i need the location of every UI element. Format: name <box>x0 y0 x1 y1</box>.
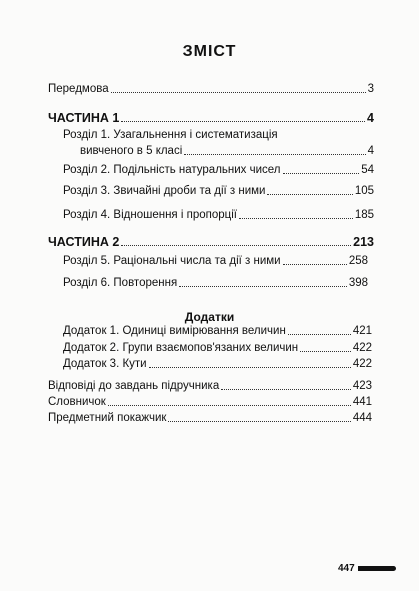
toc-page-number: 444 <box>352 412 372 424</box>
leader-dots <box>121 121 365 122</box>
page-number: 447 <box>338 563 355 574</box>
leader-dots <box>288 334 351 335</box>
toc-entry-label: Додаток 1. Одиниці вимірювання величин <box>63 325 286 337</box>
toc-entry-label: Розділ 6. Повторення <box>63 277 178 289</box>
toc-page-number: 422 <box>352 358 372 370</box>
leader-dots <box>239 218 353 219</box>
toc-entry-label: ЧАСТИНА 2 <box>48 235 120 249</box>
toc-entry-part-2 <box>48 235 374 249</box>
toc-page-number: 4 <box>367 111 374 125</box>
toc-entry-label: Додаток 2. Групи взаємопов'язаних величин <box>63 342 299 354</box>
leader-dots <box>121 245 351 246</box>
toc-page-number: 258 <box>348 255 368 267</box>
toc-entry-appendix-2 <box>63 341 372 355</box>
leader-dots <box>300 351 351 352</box>
toc-entry-section-1-line-1: Розділ 1. Узагальнення і систематизація <box>63 129 278 141</box>
toc-entry-answers <box>48 379 372 393</box>
leader-dots <box>111 92 366 93</box>
toc-entry-label: Передмова <box>48 83 109 95</box>
toc-entry-appendix-1 <box>63 324 372 338</box>
toc-entry-label: Розділ 2. Подільність натуральних чисел <box>63 164 281 176</box>
page-number-bar <box>358 566 396 571</box>
toc-page-number: 398 <box>348 277 368 289</box>
appendices-heading: Додатки <box>184 310 235 324</box>
toc-page-number: 421 <box>352 325 372 337</box>
toc-entry-section-6 <box>63 276 368 290</box>
leader-dots <box>283 173 360 174</box>
toc-page-number: 422 <box>352 342 372 354</box>
toc-page-number: 185 <box>354 209 374 221</box>
toc-entry-section-5 <box>63 254 368 268</box>
toc-entry-section-3 <box>63 184 374 198</box>
leader-dots <box>283 264 347 265</box>
leader-dots <box>108 405 351 406</box>
toc-entry-appendix-3 <box>63 357 372 371</box>
toc-entry-label: Розділ 3. Звичайні дроби та дії з ними <box>63 185 266 197</box>
toc-entry-label: Розділ 5. Раціональні числа та дії з ними <box>63 255 281 267</box>
leader-dots <box>184 154 365 155</box>
toc-entry-section-4 <box>63 208 374 222</box>
toc-page-number: 423 <box>352 380 372 392</box>
toc-page-number: 4 <box>367 145 374 157</box>
toc-entry-part-1 <box>48 111 374 125</box>
leader-dots <box>221 389 351 390</box>
toc-entry-label: Додаток 3. Кути <box>63 358 147 370</box>
toc-entry-label: вивченого в 5 класі <box>80 145 183 157</box>
toc-entry-preface <box>48 82 374 96</box>
toc-entry-section-2 <box>63 163 374 177</box>
page-title: ЗМІСТ <box>182 43 237 60</box>
toc-page-number: 105 <box>354 185 374 197</box>
toc-page-number: 54 <box>361 164 374 176</box>
toc-entry-label: Предметний покажчик <box>48 412 167 424</box>
leader-dots <box>168 421 350 422</box>
toc-entry-section-1 <box>80 144 374 158</box>
toc-entry-label: Розділ 4. Відношення і пропорції <box>63 209 237 221</box>
toc-entry-label: ЧАСТИНА 1 <box>48 111 120 125</box>
leader-dots <box>179 286 347 287</box>
leader-dots <box>149 367 351 368</box>
toc-entry-label: Відповіді до завдань підручника <box>48 380 220 392</box>
toc-page-number: 441 <box>352 396 372 408</box>
toc-entry-glossary <box>48 395 372 409</box>
toc-page-number: 213 <box>353 235 374 249</box>
toc-entry-label: Словничок <box>48 396 106 408</box>
toc-page-number: 3 <box>367 83 374 95</box>
leader-dots <box>267 194 352 195</box>
toc-entry-index <box>48 411 372 425</box>
